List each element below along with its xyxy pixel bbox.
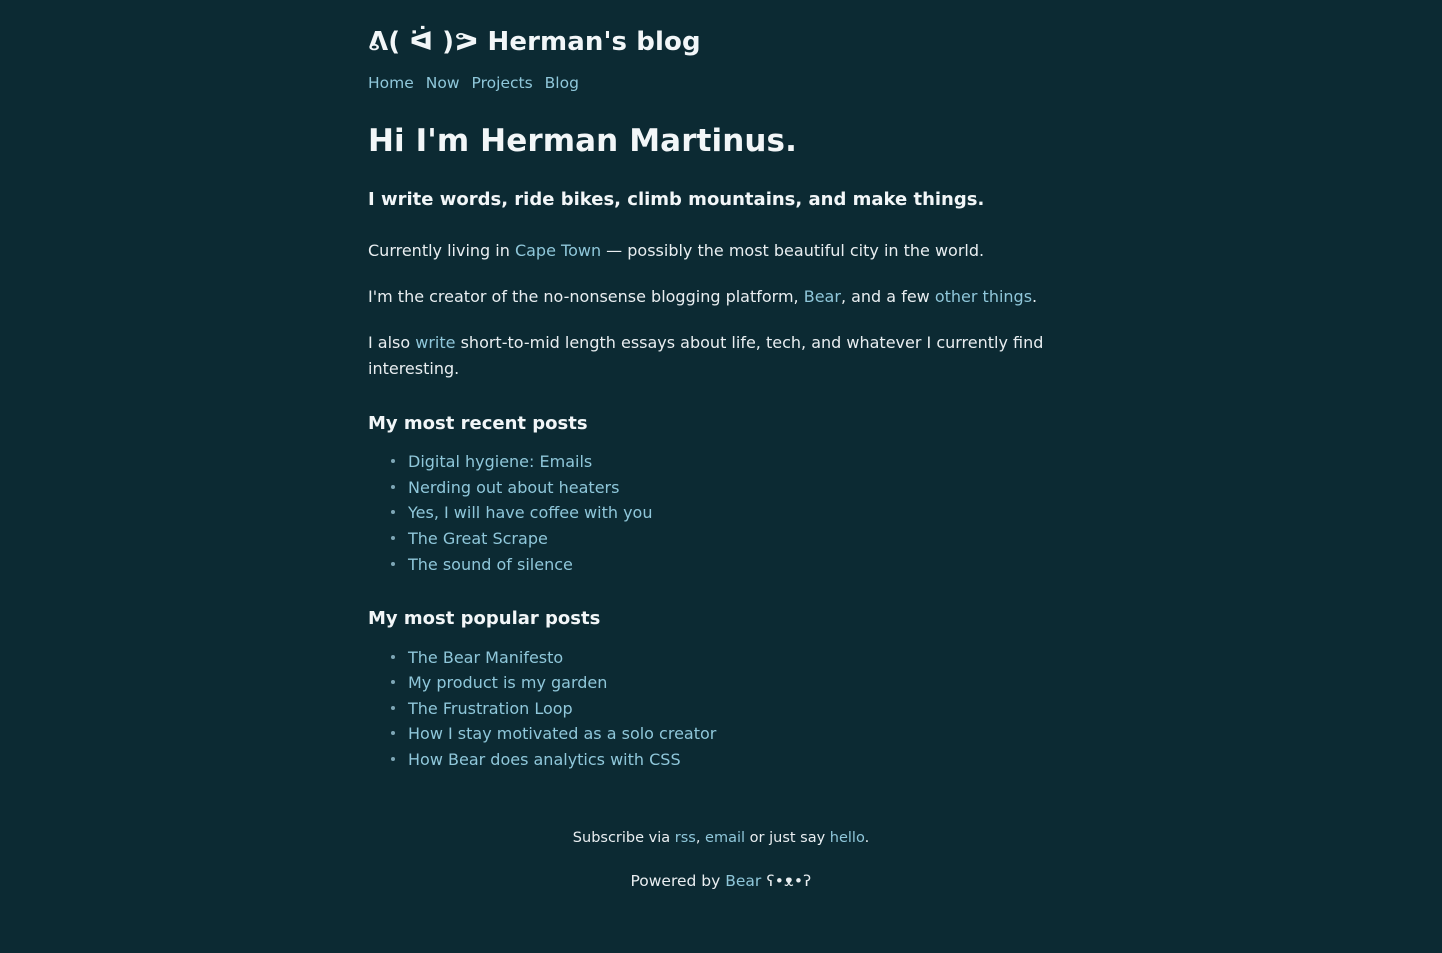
popular-post-link-3[interactable]: The Frustration Loop <box>408 698 573 718</box>
subscribe-line <box>368 828 1074 850</box>
list-item[interactable] <box>408 449 1074 475</box>
list-item[interactable] <box>408 747 1074 773</box>
link-bear-platform[interactable]: Bear <box>725 872 762 891</box>
link-hello[interactable]: hello <box>829 830 865 847</box>
intro-paragraph-projects <box>368 284 1074 310</box>
link-other-things[interactable]: other things <box>934 287 1033 307</box>
paragraph-2-middle: , and a few <box>840 287 935 307</box>
tagline: I write words, ride bikes, climb mountains, and make things. <box>368 188 985 210</box>
paragraph-2-before: I'm the creator of the no-nonsense blogging platform, <box>368 287 804 307</box>
popular-post-link-5[interactable]: How Bear does analytics with CSS <box>408 749 681 769</box>
page-title: Hi I'm Herman Martinus. <box>368 122 797 159</box>
subscribe-text-before: Subscribe via <box>572 830 675 847</box>
list-item[interactable] <box>408 670 1074 696</box>
popular-post-link-4[interactable]: How I stay motivated as a solo creator <box>408 724 717 744</box>
paragraph-1-after: — possibly the most beautiful city in the world. <box>601 241 985 261</box>
subscribe-period: . <box>864 830 870 847</box>
intro-paragraph-writing <box>368 330 1074 382</box>
nav-item-home[interactable]: Home <box>368 73 414 92</box>
list-item[interactable] <box>408 696 1074 722</box>
nav-item-now[interactable]: Now <box>425 73 460 92</box>
page-container <box>368 0 1074 893</box>
link-cape-town[interactable]: Cape Town <box>514 241 602 261</box>
intro-paragraph-location <box>368 238 1074 264</box>
recent-posts-heading: My most recent posts <box>368 412 588 434</box>
recent-post-link-5[interactable]: The sound of silence <box>408 554 573 574</box>
list-item[interactable] <box>408 552 1074 578</box>
popular-post-link-2[interactable]: My product is my garden <box>408 673 608 693</box>
nav-item-projects[interactable]: Projects <box>471 73 533 92</box>
list-item[interactable] <box>408 500 1074 526</box>
list-item[interactable] <box>408 721 1074 747</box>
powered-by-text: Powered by <box>630 872 726 891</box>
recent-posts-list <box>368 449 1074 577</box>
main-navigation <box>368 73 1074 93</box>
list-item[interactable] <box>408 645 1074 671</box>
link-write[interactable]: write <box>415 332 456 352</box>
paragraph-3-before: I also <box>368 332 416 352</box>
link-rss[interactable]: rss <box>674 830 696 847</box>
link-email[interactable]: email <box>705 830 746 847</box>
list-item[interactable] <box>408 475 1074 501</box>
site-title-text: Herman's blog <box>487 27 701 57</box>
header-kaomoji-icon: ᕕ( ᐛ )ᕗ <box>368 27 479 57</box>
popular-posts-list <box>368 645 1074 773</box>
link-bear[interactable]: Bear <box>803 287 841 307</box>
site-title <box>368 26 1074 59</box>
site-footer <box>368 828 1074 893</box>
powered-by-line <box>368 870 1074 893</box>
subscribe-text-middle: or just say <box>745 830 830 847</box>
popular-post-link-1[interactable]: The Bear Manifesto <box>408 647 564 667</box>
paragraph-1-before: Currently living in <box>368 241 515 261</box>
nav-item-blog[interactable]: Blog <box>544 73 579 92</box>
recent-post-link-2[interactable]: Nerding out about heaters <box>408 477 620 497</box>
paragraph-3-after: short-to-mid length essays about life, tech, and whatever I currently find interesting. <box>368 332 1044 378</box>
recent-post-link-1[interactable]: Digital hygiene: Emails <box>408 452 593 472</box>
recent-post-link-3[interactable]: Yes, I will have coffee with you <box>408 503 653 523</box>
paragraph-2-after: . <box>1032 287 1038 307</box>
bear-kaomoji-icon: ʕ•ᴥ•ʔ <box>761 872 812 891</box>
list-item[interactable] <box>408 526 1074 552</box>
popular-posts-heading: My most popular posts <box>368 608 601 630</box>
recent-post-link-4[interactable]: The Great Scrape <box>408 528 548 548</box>
subscribe-comma: , <box>695 830 706 847</box>
